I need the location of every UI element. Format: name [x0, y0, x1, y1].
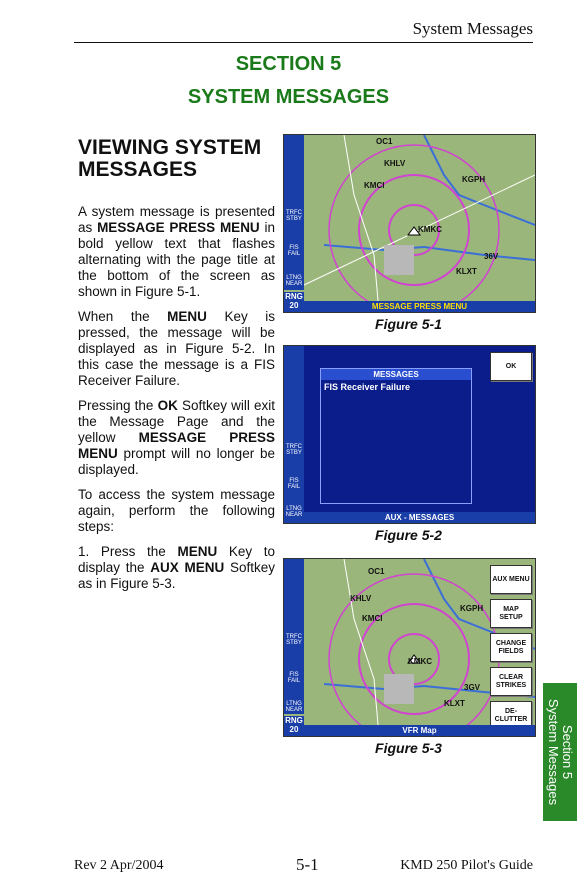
map-label: KGPH	[460, 604, 484, 613]
text-bold: MENU	[177, 544, 218, 559]
running-title: System Messages	[412, 19, 533, 38]
figure-5-1-screen	[283, 134, 536, 313]
text-bold: MENU	[167, 309, 207, 324]
panel-title: MESSAGES	[321, 369, 471, 380]
text: Key to display the	[78, 544, 275, 575]
status-sidebar	[284, 346, 304, 523]
section-tab	[543, 683, 577, 821]
messages-panel	[320, 368, 472, 504]
ok-softkey[interactable]: OK	[490, 352, 532, 381]
section-title: SYSTEM MESSAGES	[187, 86, 390, 108]
map-label: OC1	[368, 567, 385, 576]
page-heading	[78, 137, 261, 181]
footer-page-number: 5-1	[296, 855, 319, 874]
text: 1. Press the	[78, 544, 178, 559]
map-label: KMKC	[418, 225, 442, 234]
footer-revision: Rev 2 Apr/2004	[74, 858, 164, 873]
map-setup-softkey[interactable]: MAP SETUP	[490, 599, 532, 628]
text-bold: AUX MENU	[150, 560, 225, 575]
range-label: RNG	[285, 716, 303, 725]
figure-5-1-caption: Figure 5-1	[375, 316, 442, 332]
range-label: RNG	[285, 292, 303, 301]
map-label: KLXT	[456, 267, 477, 276]
fis-status: FIS FAIL	[287, 672, 301, 684]
section-number: SECTION 5	[235, 53, 342, 75]
message-text: FIS Receiver Failure	[324, 382, 411, 392]
ltng-status: LTNG NEAR	[285, 506, 303, 518]
vfr-map	[284, 135, 535, 312]
text-bold: MESSAGE PRESS MENU	[78, 430, 276, 461]
text: Softkey as in Figure 5-3.	[78, 560, 275, 591]
tab-line-2: System Messages	[546, 698, 561, 806]
heading-line-2: MESSAGES	[78, 158, 198, 181]
text: A system message is presented as	[78, 204, 275, 235]
status-sidebar	[284, 135, 304, 290]
fis-status: FIS FAIL	[287, 245, 301, 257]
clear-strikes-softkey[interactable]: CLEAR STRIKES	[490, 667, 532, 696]
status-bar: VFR Map	[304, 725, 535, 736]
figure-5-2-caption: Figure 5-2	[375, 527, 442, 543]
heading-line-1: VIEWING SYSTEM	[78, 136, 262, 159]
status-sidebar	[284, 559, 304, 714]
map-label: OC1	[376, 137, 393, 146]
paragraph-1	[78, 204, 275, 300]
ltng-status: LTNG NEAR	[285, 275, 303, 287]
trfc-status: TRFC STBY	[286, 634, 302, 646]
text: in bold yellow text that flashes alternating with the page title at the bottom of the screen as shown in Figure 5-1.	[78, 220, 275, 299]
text-bold: OK	[157, 398, 178, 413]
text: Softkey will exit the Message Page and the yellow	[78, 398, 275, 445]
map-label: KMKC	[408, 657, 432, 666]
paragraph-2	[78, 309, 275, 389]
figure-5-3-caption: Figure 5-3	[375, 740, 442, 756]
map-label: 36V	[484, 252, 499, 261]
footer-guide-title: KMD 250 Pilot's Guide	[400, 858, 533, 873]
page-header	[74, 16, 533, 43]
aux-menu-softkey[interactable]: AUX MENU	[490, 565, 532, 594]
text-bold: MESSAGE PRESS MENU	[97, 220, 260, 235]
ltng-status: LTNG NEAR	[285, 701, 303, 713]
map-label: KMCI	[362, 614, 383, 623]
trfc-status: TRFC STBY	[286, 444, 302, 456]
map-label: KGPH	[462, 175, 486, 184]
map-label: KHLV	[350, 594, 372, 603]
map-label: KLXT	[444, 699, 465, 708]
range-value: 20	[289, 725, 299, 734]
trfc-status: TRFC STBY	[286, 210, 302, 222]
map-label: KMCI	[364, 181, 385, 190]
map-label: KHLV	[384, 159, 406, 168]
figure-5-2-screen	[283, 345, 536, 524]
paragraph-5	[78, 544, 275, 592]
declutter-softkey[interactable]: DE- CLUTTER	[490, 701, 532, 730]
text: When the	[78, 309, 168, 324]
figure-5-3-screen	[283, 558, 536, 737]
change-fields-softkey[interactable]: CHANGE FIELDS	[490, 633, 532, 662]
body-text	[78, 204, 275, 601]
text: prompt will no longer be displayed.	[78, 446, 275, 477]
text: Key is pressed, the message will be displayed as in Figure 5-2. In this case the message is a FIS Receiver Failure.	[78, 309, 275, 388]
text: Pressing the	[78, 398, 158, 413]
range-value: 20	[289, 301, 299, 310]
status-bar: AUX - MESSAGES	[304, 512, 535, 523]
paragraph-3	[78, 398, 275, 478]
tab-line-1: Section 5	[560, 724, 575, 780]
map-label: 3GV	[464, 683, 481, 692]
paragraph-4: To access the system message again, perform the following steps:	[78, 487, 275, 534]
status-bar: MESSAGE PRESS MENU	[304, 301, 535, 312]
range-indicator	[284, 716, 304, 736]
fis-status: FIS FAIL	[287, 478, 301, 490]
range-indicator	[284, 292, 304, 312]
